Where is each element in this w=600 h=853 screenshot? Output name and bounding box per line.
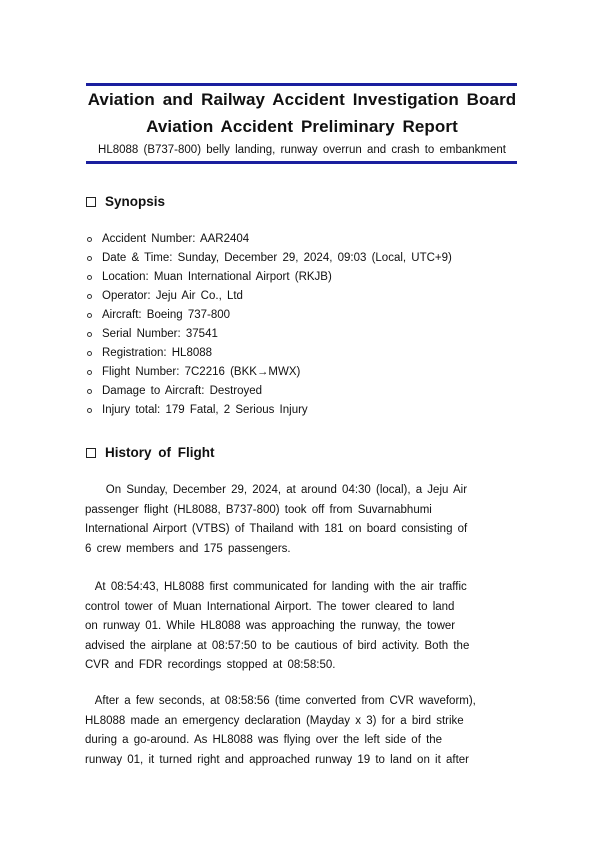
paragraph-line: during a go-around. As HL8088 was flying over the left side of the (85, 734, 443, 746)
synopsis-item (86, 287, 452, 306)
synopsis-item (86, 382, 452, 401)
synopsis-item-text: Date & Time: Sunday, December 29, 2024, 09:03 (Local, UTC+9) (102, 252, 452, 264)
synopsis-item-text: Registration: HL8088 (102, 347, 213, 359)
synopsis-heading (86, 194, 165, 209)
circle-bullet-icon (87, 370, 92, 375)
header-bottom-rule (86, 161, 517, 164)
paragraph-line: On Sunday, December 29, 2024, at around 04:30 (local), a Jeju Air (85, 484, 468, 496)
synopsis-item (86, 325, 452, 344)
report-title-board: Aviation and Railway Accident Investigation Board (87, 90, 517, 109)
paragraph-line: advised the airplane at 08:57:50 to be cautious of bird activity. Both the (85, 639, 470, 652)
synopsis-item (86, 268, 452, 287)
paragraph-line: At 08:54:43, HL8088 first communicated for landing with the air traffic (85, 581, 467, 593)
synopsis-item (86, 363, 452, 382)
paragraph-line: runway 01, it turned right and approached runway 19 to land on it after (85, 753, 470, 766)
synopsis-item (86, 344, 452, 363)
synopsis-item (86, 249, 452, 268)
synopsis-item-text: Aircraft: Boeing 737-800 (102, 309, 231, 321)
synopsis-item-text: Location: Muan International Airport (RKJB) (102, 271, 332, 283)
circle-bullet-icon (87, 332, 92, 337)
report-title-type: Aviation Accident Preliminary Report (146, 117, 458, 136)
history-paragraph (85, 578, 517, 676)
paragraph-line: passenger flight (HL8088, B737-800) took off from Suvarnabhumi (85, 503, 432, 516)
circle-bullet-icon (87, 275, 92, 280)
synopsis-list (86, 230, 452, 420)
report-subtitle: HL8088 (B737-800) belly landing, runway overrun and crash to embankment (98, 144, 506, 156)
header-top-rule (86, 83, 517, 86)
synopsis-item (86, 306, 452, 325)
history-heading (86, 445, 215, 460)
circle-bullet-icon (87, 408, 92, 413)
synopsis-item-text: Flight Number: 7C2216 (BKK→MWX) (102, 366, 301, 378)
synopsis-item-text: Operator: Jeju Air Co., Ltd (102, 290, 243, 302)
history-heading-label: History of Flight (105, 445, 215, 460)
paragraph-line: on runway 01. While HL8088 was approaching the runway, the tower (85, 620, 456, 632)
paragraph-line: After a few seconds, at 08:58:56 (time converted from CVR waveform), (85, 695, 476, 707)
circle-bullet-icon (87, 256, 92, 261)
circle-bullet-icon (87, 294, 92, 299)
synopsis-heading-label: Synopsis (105, 194, 166, 209)
paragraph-line: CVR and FDR recordings stopped at 08:58:50. (85, 659, 336, 671)
history-paragraph (85, 481, 517, 559)
synopsis-item-text: Accident Number: AAR2404 (102, 233, 250, 245)
history-paragraph (85, 692, 517, 770)
square-bullet-icon (86, 448, 96, 458)
circle-bullet-icon (87, 389, 92, 394)
synopsis-item-text: Serial Number: 37541 (102, 328, 218, 340)
paragraph-line: 6 crew members and 175 passengers. (85, 542, 291, 555)
circle-bullet-icon (87, 351, 92, 356)
paragraph-line: control tower of Muan International Airport. The tower cleared to land (85, 600, 455, 613)
paragraph-line: International Airport (VTBS) of Thailand with 181 on board consisting of (85, 523, 468, 535)
synopsis-item (86, 401, 452, 420)
synopsis-item-text: Injury total: 179 Fatal, 2 Serious Injury (102, 404, 308, 416)
circle-bullet-icon (87, 237, 92, 242)
paragraph-line: HL8088 made an emergency declaration (Mayday x 3) for a bird strike (85, 714, 464, 727)
synopsis-item-text: Damage to Aircraft: Destroyed (102, 385, 263, 397)
square-bullet-icon (86, 197, 96, 207)
synopsis-item (86, 230, 452, 249)
circle-bullet-icon (87, 313, 92, 318)
